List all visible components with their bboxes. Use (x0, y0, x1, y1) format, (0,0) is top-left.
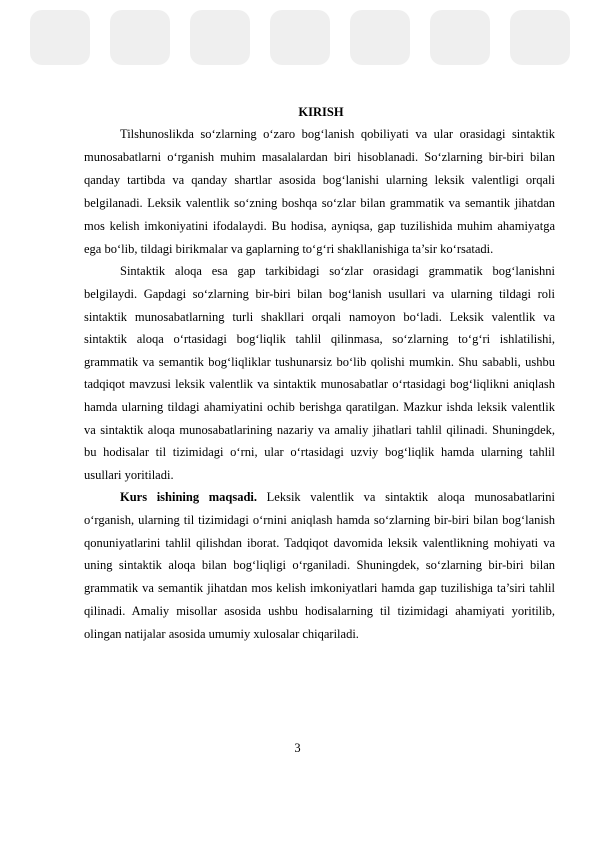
paragraph-goal (84, 486, 555, 645)
paragraph-goal-lead: Kurs ishining maqsadi. (120, 490, 258, 505)
document-body (84, 101, 555, 645)
paragraph-intro (84, 123, 555, 260)
paragraph-syntactic-text: Sintaktik aloqa esa gap tarkibidagi so‘zlar orasidagi grammatik bog‘lanishni belgilaydi. Gapdagi so‘zlarning bir-biri bilan bog‘lanish usullari va ularning tildagi roli sintaktik munosabatlarning turli shakllari orqali namoyon bo‘ladi. Leksik valentlik va sintaktik aloqa o‘rtasidagi bog‘liqlik tahlil qilinmasa, so‘zlarning to‘g‘ri ishlatilishi, grammatik va semantik bog‘liqliklar tushunarsiz bo‘lib qolishi mumkin. Shu sababli, ushbu tadqiqot mavzusi leksik valentlik va sintaktik munosabatlar o‘rtasidagi bog‘liqlikni aniqlash hamda ularning tildagi ahamiyatini ochib berishga qaratilgan. Mazkur ishda leksik valentlik va sintaktik aloqa munosabatlarining nazariy va amaliy jihatlari tahlil qilinadi. Shuningdek, bu hodisalar til tizimidagi o‘rni, ular o‘rtasidagi uzviy bog‘liqlik hamda ularning tahlil usullari yoritiladi. (84, 264, 555, 482)
page-title: KIRISH (298, 105, 344, 119)
page-number: 3 (294, 741, 301, 755)
paragraph-goal-text: Leksik valentlik va sintaktik aloqa munosabatlarini o‘rganish, ularning til tizimidagi o‘rnini aniqlash hamda so‘zlarning bir-biri bilan bog‘lanish qonuniyatlarini tahlil qilishdan iborat. Tadqiqot davomida leksik valentlikning mohiyati va uning sintaktik aloqa bilan bog‘liqligi o‘rganiladi. Shuningdek, so‘zlarning bir-biri bilan grammatik va semantik jihatdan mos kelish imkoniyatlari hamda gap tuzilishiga ta’siri tahlil qilinadi. Amaliy misollar asosida ushbu hodisalarning til tizimidagi ahamiyati yoritilib, olingan natijalar asosida umumiy xulosalar chiqariladi. (84, 490, 555, 641)
paragraph-syntactic (84, 260, 555, 486)
paragraph-intro-text: Tilshunoslikda so‘zlarning o‘zaro bog‘lanish qobiliyati va ular orasidagi sintaktik munosabatlarni o‘rganish muhim masalalardan biri hisoblanadi. So‘zlarning bir-biri bilan qanday tartibda va qanday shartlar asosida bog‘lanishi ularning leksik valentligi orqali belgilanadi. Leksik valentlik so‘zning boshqa so‘zlar bilan grammatik va semantik jihatdan mos kelish imkoniyatini ifodalaydi. Bu hodisa, ayniqsa, gap tuzilishida muhim ahamiyatga ega bo‘lib, tildagi birikmalar va gaplarning to‘g‘ri shakllanishiga ta’sir ko‘rsatadi. (84, 127, 555, 256)
watermark-logo (0, 0, 595, 110)
